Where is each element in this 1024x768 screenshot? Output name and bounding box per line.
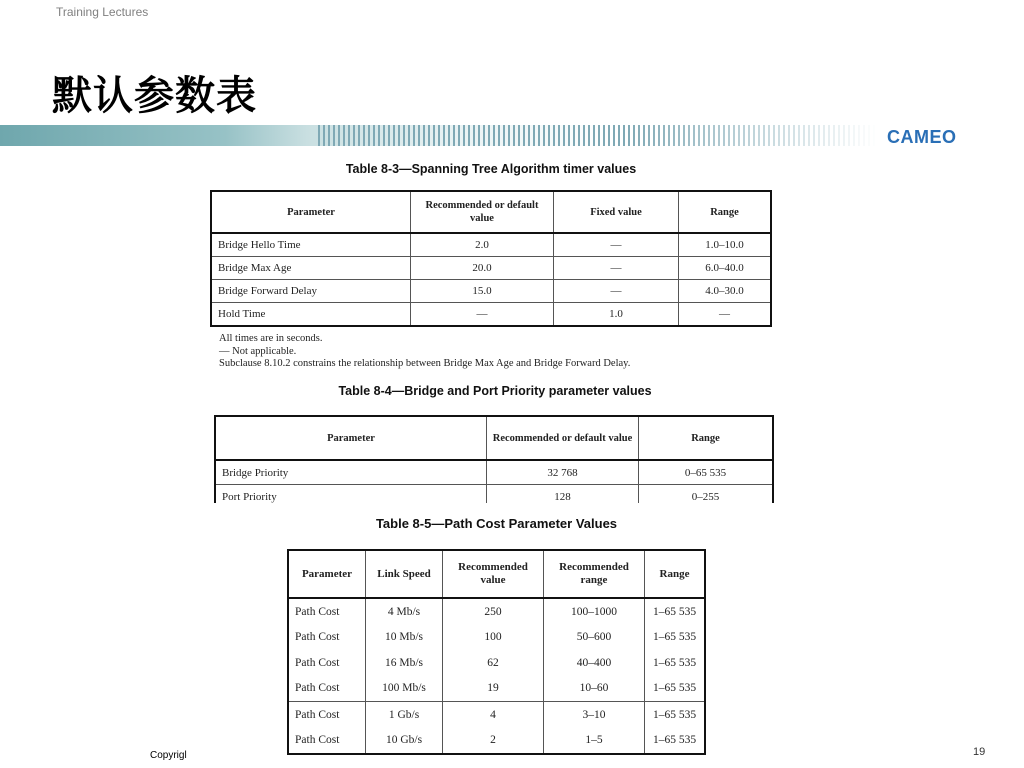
- table-cell: 62: [443, 650, 544, 676]
- column-header: Parameter: [211, 191, 411, 233]
- table-row: [288, 650, 705, 676]
- table-cell: 10 Gb/s: [366, 728, 443, 755]
- column-header: Range: [645, 550, 706, 598]
- table-cell: 128: [487, 485, 639, 504]
- table-cell: Path Cost: [288, 676, 366, 702]
- table-header-row: [288, 550, 705, 598]
- header-label: Training Lectures: [56, 5, 149, 19]
- table-cell: 1 Gb/s: [366, 702, 443, 728]
- column-header: Range: [639, 416, 774, 460]
- table-cell: 10 Mb/s: [366, 625, 443, 651]
- column-header: Range: [679, 191, 772, 233]
- table-8-5-caption-block: [288, 516, 705, 531]
- table-row: [211, 257, 771, 280]
- table-cell: 100 Mb/s: [366, 676, 443, 702]
- table-8-4-caption-block: [214, 384, 776, 398]
- column-header: Recommended or default value: [487, 416, 639, 460]
- table-cell: 6.0–40.0: [679, 257, 772, 280]
- table-cell: —: [411, 303, 554, 327]
- table-row: [211, 233, 771, 257]
- table-note: — Not applicable.: [219, 345, 297, 357]
- table-cell: 250: [443, 598, 544, 625]
- table-note: Subclause 8.10.2 constrains the relationship between Bridge Max Age and Bridge Forward Delay.: [219, 358, 631, 369]
- column-header: Fixed value: [554, 191, 679, 233]
- table-cell: 1–65 535: [645, 676, 706, 702]
- table-cell: 50–600: [544, 625, 645, 651]
- page-number: 19: [973, 746, 986, 758]
- table-note: All times are in seconds.: [219, 333, 323, 344]
- column-header: Recommended or default value: [411, 191, 554, 233]
- table-cell: Path Cost: [288, 702, 366, 728]
- table-cell: —: [554, 257, 679, 280]
- table-cell: Bridge Forward Delay: [211, 280, 411, 303]
- table-cell: Path Cost: [288, 625, 366, 651]
- column-header: Link Speed: [366, 550, 443, 598]
- table-cell: 32 768: [487, 460, 639, 485]
- table-caption: Table 8-5—Path Cost Parameter Values: [375, 516, 618, 531]
- table-cell: 19: [443, 676, 544, 702]
- table-cell: 100: [443, 625, 544, 651]
- table-8-5-image: [287, 549, 706, 755]
- table-row: [215, 460, 773, 485]
- table-cell: 4.0–30.0: [679, 280, 772, 303]
- table-cell: Port Priority: [215, 485, 487, 504]
- table-cell: Path Cost: [288, 650, 366, 676]
- table-cell: 4: [443, 702, 544, 728]
- column-header: Recommended range: [544, 550, 645, 598]
- table-cell: 100–1000: [544, 598, 645, 625]
- table-8-3-image: [210, 162, 772, 371]
- path-cost-table: [287, 549, 706, 755]
- table-caption: Table 8-3—Spanning Tree Algorithm timer values: [345, 162, 637, 176]
- table-cell: 40–400: [544, 650, 645, 676]
- table-cell: 4 Mb/s: [366, 598, 443, 625]
- table-row: [288, 625, 705, 651]
- table-notes: [210, 333, 772, 371]
- table-cell: Path Cost: [288, 728, 366, 755]
- priority-values-table: [214, 415, 774, 503]
- timer-values-table: [210, 190, 772, 327]
- table-cell: 1–65 535: [652, 656, 697, 669]
- table-row: [288, 728, 705, 755]
- cameo-logo: CAMEO: [887, 127, 957, 147]
- table-cell: 16 Mb/s: [366, 650, 443, 676]
- table-header-row: [215, 416, 773, 460]
- table-cell: 0–255: [639, 485, 774, 504]
- column-header: Parameter: [215, 416, 487, 460]
- column-header: Recommended value: [443, 550, 544, 598]
- table-8-4-image: [214, 415, 774, 503]
- slide-title: 默认参数表: [52, 73, 257, 119]
- table-cell: 1–65 535: [652, 631, 697, 644]
- table-cell: 1.0: [554, 303, 679, 327]
- table-cell: 1–65 535: [652, 708, 697, 721]
- table-cell: 1–65 535: [652, 734, 697, 747]
- table-cell: 1–65 535: [652, 605, 697, 618]
- table-cell: Bridge Max Age: [211, 257, 411, 280]
- table-cell: 1–5: [544, 728, 645, 755]
- table-header-row: [211, 191, 771, 233]
- column-header: Parameter: [288, 550, 366, 598]
- table-row: [211, 280, 771, 303]
- table-row: [288, 598, 705, 625]
- table-cell: 20.0: [411, 257, 554, 280]
- table-cell: Path Cost: [288, 598, 366, 625]
- table-caption: Table 8-4—Bridge and Port Priority parameter values: [338, 384, 652, 398]
- table-row: [288, 676, 705, 702]
- table-cell: 2: [443, 728, 544, 755]
- table-cell: —: [679, 303, 772, 327]
- table-row: [211, 303, 771, 327]
- table-cell: 3–10: [544, 702, 645, 728]
- table-cell: Bridge Priority: [215, 460, 487, 485]
- footer-copyright: Copyrigl: [150, 750, 187, 761]
- table-cell: 0–65 535: [639, 460, 774, 485]
- table-cell: 15.0: [411, 280, 554, 303]
- table-cell: Hold Time: [211, 303, 411, 327]
- table-cell: —: [554, 233, 679, 257]
- table-row: [288, 702, 705, 728]
- table-row: [215, 485, 773, 504]
- table-cell: 1.0–10.0: [679, 233, 772, 257]
- header-stripes: [318, 125, 878, 146]
- table-cell: Bridge Hello Time: [211, 233, 411, 257]
- table-cell: 2.0: [411, 233, 554, 257]
- table-cell: 10–60: [544, 676, 645, 702]
- table-cell: —: [554, 280, 679, 303]
